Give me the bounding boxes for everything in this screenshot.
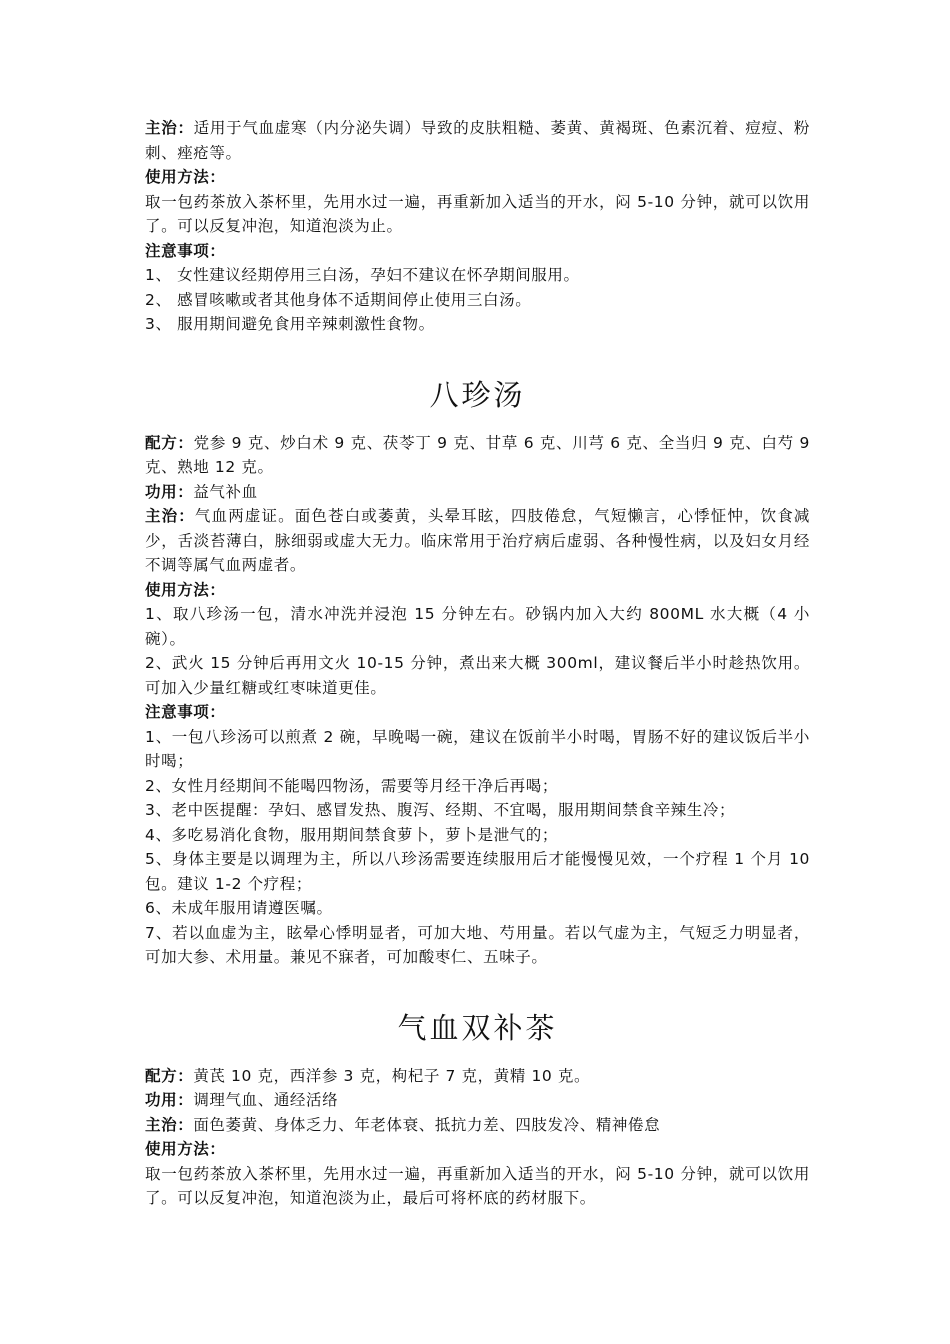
notes-label: 注意事项： <box>145 703 226 721</box>
usage-label: 使用方法： <box>145 168 226 186</box>
indication-text: 适用于气血虚寒（内分泌失调）导致的皮肤粗糙、萎黄、黄褐斑、色素沉着、痘痘、粉刺、痤疮等。 <box>145 119 810 162</box>
indication-label: 主治： <box>145 119 194 137</box>
notes-label: 注意事项： <box>145 241 226 260</box>
effect-label: 功用： <box>145 1091 194 1109</box>
usage-text: 取一包药茶放入茶杯里，先用水过一遍，再重新加入适当的开水，闷 5-10 分钟，就可以饮用了。可以反复冲泡，知道泡淡为止。 <box>145 192 810 235</box>
section-title-bazhen: 八珍汤 <box>429 377 526 412</box>
formula-paragraph <box>145 1064 810 1089</box>
formula-paragraph <box>145 431 810 480</box>
effect-line <box>145 1088 810 1113</box>
formula-text: 黄芪 10 克，西洋参 3 克，枸杞子 7 克，黄精 10 克。 <box>193 1066 591 1085</box>
note-item: 6、未成年服用请遵医嘱。 <box>145 899 333 917</box>
effect-label: 功用： <box>145 482 194 501</box>
document-body <box>145 116 810 1211</box>
section-title-qixue: 气血双补茶 <box>397 1010 558 1045</box>
note-item: 2、 感冒咳嗽或者其他身体不适期间停止使用三白汤。 <box>145 290 532 309</box>
indication-label: 主治： <box>145 1115 194 1134</box>
effect-text: 调理气血、通经活络 <box>193 1091 339 1109</box>
indication-paragraph <box>145 504 810 578</box>
note-item: 5、身体主要是以调理为主，所以八珍汤需要连续服用后才能慢慢见效，一个疗程 1 个月 10 包。建议 1-2 个疗程； <box>145 850 810 893</box>
indication-text: 气血两虚证。面色苍白或萎黄，头晕耳眩，四肢倦怠，气短懒言，心悸怔忡，饮食减少，舌淡苔薄白，脉细弱或虚大无力。临床常用于治疗病后虚弱、各种慢性病，以及妇女月经不调等属气血两虚者。 <box>145 507 810 574</box>
formula-label: 配方： <box>145 1066 194 1085</box>
usage-item: 2、武火 15 分钟后再用文火 10-15 分钟，煮出来大概 300ml，建议餐后半小时趁热饮用。可加入少量红糖或红枣味道更佳。 <box>145 654 810 697</box>
note-item: 7、若以血虚为主，眩晕心悸明显者，可加大地、芍用量。若以气虚为主，气短乏力明显者，可加大参、术用量。兼见不寐者，可加酸枣仁、五味子。 <box>145 923 810 966</box>
effect-line <box>145 480 810 505</box>
usage-label: 使用方法： <box>145 580 226 599</box>
note-item: 2、女性月经期间不能喝四物汤，需要等月经干净后再喝； <box>145 776 558 795</box>
usage-item: 1、取八珍汤一包，清水冲洗并浸泡 15 分钟左右。砂锅内加入大约 800ML 水大概（4 小碗）。 <box>145 605 810 648</box>
usage-label: 使用方法： <box>145 1140 226 1158</box>
note-item: 1、 女性建议经期停用三白汤，孕妇不建议在怀孕期间服用。 <box>145 266 580 284</box>
formula-text: 党参 9 克、炒白术 9 克、茯苓丁 9 克、甘草 6 克、川芎 6 克、全当归 9 克、白芍 9 克、熟地 12 克。 <box>145 433 810 476</box>
indication-paragraph <box>145 116 810 165</box>
formula-label: 配方： <box>145 433 194 452</box>
note-item: 3、 服用期间避免食用辛辣刺激性食物。 <box>145 315 435 333</box>
note-item: 3、老中医提醒：孕妇、感冒发热、腹泻、经期、不宜喝，服用期间禁食辛辣生冷； <box>145 801 736 819</box>
note-item: 4、多吃易消化食物，服用期间禁食萝卜，萝卜是泄气的； <box>145 825 558 844</box>
indication-label: 主治： <box>145 507 195 525</box>
indication-line <box>145 1113 810 1138</box>
indication-text: 面色萎黄、身体乏力、年老体衰、抵抗力差、四肢发冷、精神倦怠 <box>193 1115 661 1134</box>
effect-text: 益气补血 <box>193 482 258 501</box>
usage-text: 取一包药茶放入茶杯里，先用水过一遍，再重新加入适当的开水，闷 5-10 分钟，就可以饮用了。可以反复冲泡，知道泡淡为止，最后可将杯底的药材服下。 <box>145 1164 810 1207</box>
note-item: 1、一包八珍汤可以煎煮 2 碗，早晚喝一碗，建议在饭前半小时喝，胃肠不好的建议饭后半小时喝； <box>145 727 810 770</box>
